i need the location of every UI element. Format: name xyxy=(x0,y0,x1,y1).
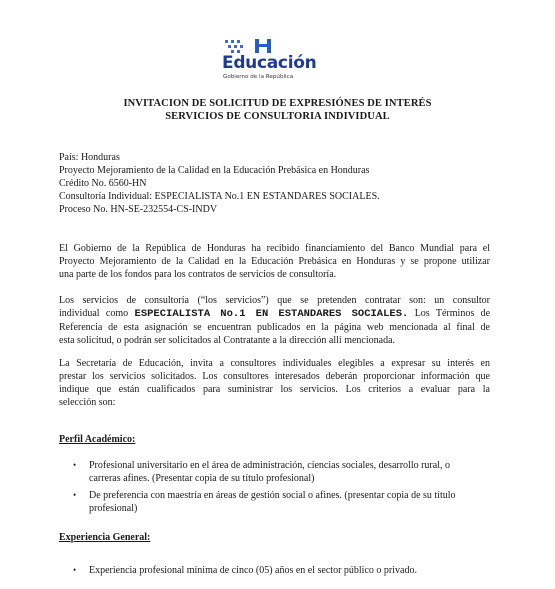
list-item-line: De preferencia con maestría en áreas de gestión social o afines. (presentar copia de su título xyxy=(89,490,456,501)
text-fragment: Los Términos de xyxy=(414,308,491,319)
info-consultoria: Consultoría Individual: ESPECIALISTA No.1 EN ESTANDARES SOCIALES. xyxy=(59,191,380,202)
info-proyecto: Proyecto Mejoramiento de la Calidad en la Educación Prebásica en Honduras xyxy=(59,165,370,176)
list-item-line: carreras afines. (Presentar copia de su título profesional) xyxy=(89,473,315,484)
logo-name: Educación xyxy=(222,53,317,73)
heading-perfil-academico: Perfil Académico: xyxy=(59,434,136,445)
paragraph-line: Referencia de esta asignación se encuentran publicados en la página web mencionada al final de xyxy=(59,322,490,333)
heading-experiencia-general: Experiencia General: xyxy=(59,532,151,543)
paragraph-line: indique que están cualificados para suministrar los servicios. Los criterios a evaluar para la xyxy=(59,384,490,395)
document-title-line2: SERVICIOS DE CONSULTORIA INDIVIDUAL xyxy=(165,111,390,122)
text-fragment: individual como xyxy=(59,308,129,319)
list-item-line: Experiencia profesional mínima de cinco (05) años en el sector público o privado. xyxy=(89,565,417,576)
paragraph-financiamiento xyxy=(59,242,490,281)
paragraph-line: prestar los servicios solicitados. Los consultores interesados deberán proporcionar información que xyxy=(59,371,490,382)
paragraph-line: Proyecto Mejoramiento de la Calidad en la Educación Prebásica en Honduras y se propone utilizar xyxy=(59,256,490,267)
paragraph-servicios xyxy=(59,294,490,347)
paragraph-line-mixed xyxy=(59,307,490,321)
info-credito: Crédito No. 6560-HN xyxy=(59,178,147,189)
educacion-logo xyxy=(222,38,332,83)
list-item xyxy=(89,459,472,485)
list-item-line: Profesional universitario en el área de administración, ciencias sociales, desarrollo rural, o xyxy=(89,460,450,471)
list-item-line: profesional) xyxy=(89,503,138,514)
logo-subtitle: Gobierno de la República xyxy=(223,74,294,80)
bullet-icon: • xyxy=(73,565,77,575)
paragraph-line: Los servicios de consultoría (“los servicios”) que se pretenden contratar son: un consultor xyxy=(59,295,490,306)
bullet-icon: • xyxy=(73,460,77,470)
paragraph-line: una parte de los fondos para los contratos de servicios de consultoría. xyxy=(59,269,337,280)
paragraph-invitacion xyxy=(59,357,490,409)
list-item xyxy=(89,489,472,515)
list-item xyxy=(89,564,472,577)
paragraph-line: La Secretaría de Educación, invita a consultores individuales elegibles a expresar su interés en xyxy=(59,358,490,369)
paragraph-line: selección son: xyxy=(59,397,116,408)
paragraph-line: El Gobierno de la República de Honduras ha recibido financiamiento del Banco Mundial para el xyxy=(59,243,490,254)
info-pais: País: Honduras xyxy=(59,152,120,163)
info-proceso: Proceso No. HN-SE-232554-CS-INDV xyxy=(59,204,218,215)
bullet-icon: • xyxy=(73,490,77,500)
consultancy-name-emphasis: ESPECIALISTA No.1 EN ESTANDARES SOCIALES. xyxy=(134,308,409,320)
document-title-line1: INVITACION DE SOLICITUD DE EXPRESIÓNES DE INTERÉS xyxy=(123,98,432,109)
paragraph-line: esta solicitud, o podrán ser solicitados al Contratante a la dirección allí mencionada. xyxy=(59,335,396,346)
